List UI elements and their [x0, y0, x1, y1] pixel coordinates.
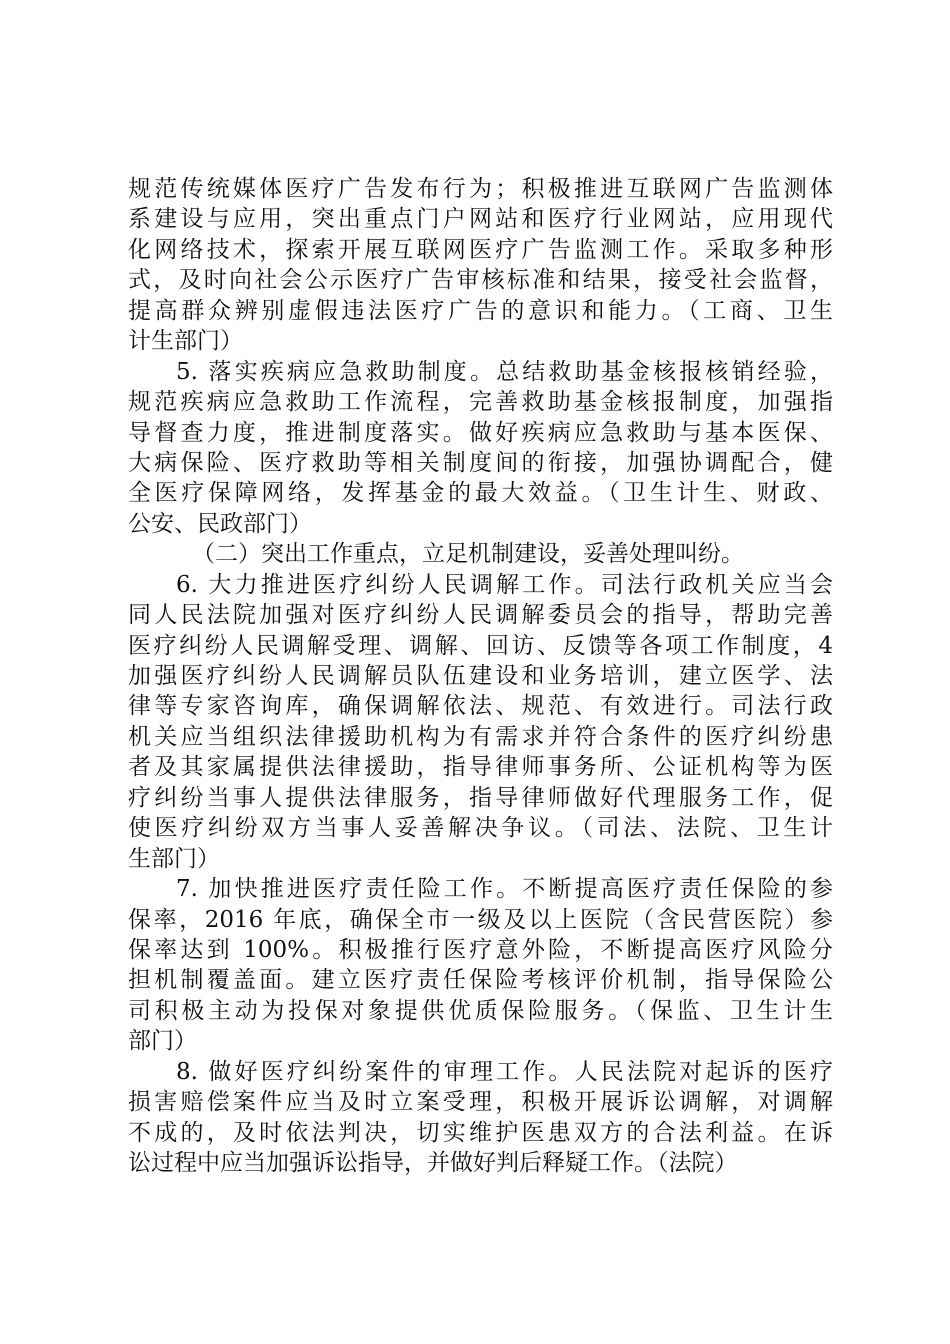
text-line: 律等专家咨询库，确保调解依法、规范、有效进行。司法行政 — [128, 693, 833, 719]
text-line: 担机制覆盖面。建立医疗责任保险考核评价机制，指导保险公 — [128, 967, 833, 993]
text-line: 系建设与应用，突出重点门户网站和医疗行业网站，应用现代 — [128, 206, 833, 232]
paragraph-8-start: 8. 做好医疗纠纷案件的审理工作。人民法院对起诉的医疗 — [176, 1059, 833, 1085]
text-line: 讼过程中应当加强诉讼指导，并做好判后释疑工作。（法院） — [128, 1150, 738, 1176]
paragraph-7-start: 7. 加快推进医疗责任险工作。不断提高医疗责任保险的参 — [176, 876, 833, 902]
text-line: 不成的，及时依法判决，切实维护医患双方的合法利益。在诉 — [128, 1120, 833, 1146]
text-line: 加强医疗纠纷人民调解员队伍建设和业务培训，建立医学、法 — [128, 663, 833, 689]
text-line: 保率，2016 年底，确保全市一级及以上医院（含民营医院）参 — [128, 907, 833, 933]
text-line: 大病保险、医疗救助等相关制度间的衔接，加强协调配合，健 — [128, 450, 833, 476]
text-line: 全医疗保障网络，发挥基金的最大效益。（卫生计生、财政、 — [128, 480, 833, 506]
text-line: 规范传统媒体医疗广告发布行为；积极推进互联网广告监测体 — [128, 176, 833, 202]
text-line: 医疗纠纷人民调解受理、调解、回访、反馈等各项工作制度，4 — [128, 633, 833, 659]
text-line: 生部门） — [128, 846, 220, 872]
text-line: 疗纠纷当事人提供法律服务，指导律师做好代理服务工作，促 — [128, 785, 833, 811]
text-line: 机关应当组织法律援助机构为有需求并符合条件的医疗纠纷患 — [128, 724, 833, 750]
text-line: 式，及时向社会公示医疗广告审核标准和结果，接受社会监督， — [128, 267, 833, 293]
paragraph-5-start: 5. 落实疾病应急救助制度。总结救助基金核报核销经验， — [176, 359, 833, 385]
text-line: 规范疾病应急救助工作流程，完善救助基金核报制度，加强指 — [128, 389, 833, 415]
text-line: 保率达到 100%。积极推行医疗意外险，不断提高医疗风险分 — [128, 937, 833, 963]
section-heading-2: （二）突出工作重点，立足机制建设，妥善处理叫纷。 — [192, 541, 744, 567]
text-line: 损害赔偿案件应当及时立案受理，积极开展诉讼调解，对调解 — [128, 1089, 833, 1115]
text-line: 同人民法院加强对医疗纠纷人民调解委员会的指导，帮助完善 — [128, 602, 833, 628]
text-line: 提高群众辨别虚假违法医疗广告的意识和能力。（工商、卫生 — [128, 298, 833, 324]
text-line: 部门） — [128, 1028, 197, 1054]
text-line: 者及其家属提供法律援助，指导律师事务所、公证机构等为医 — [128, 754, 833, 780]
text-line: 导督查力度，推进制度落实。做好疾病应急救助与基本医保、 — [128, 420, 833, 446]
text-line: 司积极主动为投保对象提供优质保险服务。（保监、卫生计生 — [128, 998, 833, 1024]
text-line: 公安、民政部门） — [128, 511, 312, 537]
text-line: 使医疗纠纷双方当事人妥善解决争议。（司法、法院、卫生计 — [128, 815, 833, 841]
text-line: 化网络技术，探索开展互联网医疗广告监测工作。采取多种形 — [128, 237, 833, 263]
paragraph-6-start: 6. 大力推进医疗纠纷人民调解工作。司法行政机关应当会 — [176, 572, 833, 598]
text-line: 计生部门） — [128, 328, 243, 354]
